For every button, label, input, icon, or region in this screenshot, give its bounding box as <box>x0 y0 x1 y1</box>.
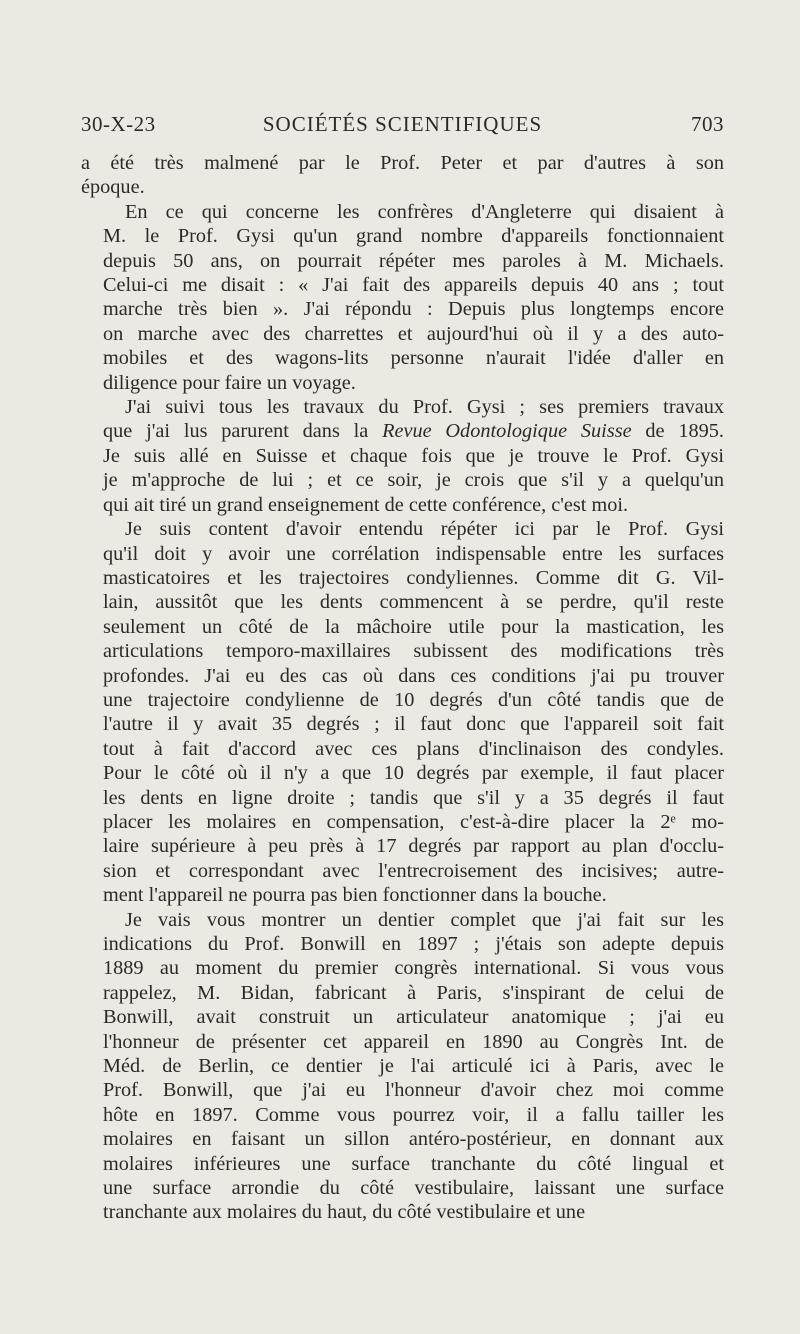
text-line: tranchante aux molaires du haut, du côté vestibulaire et une <box>103 1201 586 1224</box>
text-line: l'honneur de présenter cet appareil en 1890 au Congrès Int. de <box>103 1030 724 1053</box>
text-line: En ce qui concerne les confrères d'Angleterre qui disaient à <box>125 200 724 223</box>
text-fragment: que j'ai lus parurent dans la <box>103 420 383 443</box>
paragraph <box>81 517 724 908</box>
paragraph <box>81 151 724 200</box>
text-line: profondes. J'ai eu des cas où dans ces conditions j'ai pu trouver <box>103 664 724 687</box>
text-fragment: qui ait tiré un grand enseignement de cette conférence, c'est moi. <box>103 493 629 516</box>
text-line: Méd. de Berlin, ce dentier je l'ai articulé ici à Paris, avec le <box>103 1055 724 1078</box>
text-line <box>81 444 724 468</box>
text-line: diligence pour faire un voyage. <box>103 371 356 394</box>
text-line: molaires en faisant un sillon antéro-postérieur, en donnant aux <box>103 1128 724 1151</box>
text-line: Bonwill, avait construit un articulateur anatomique ; j'ai eu <box>103 1006 724 1029</box>
text-line: depuis 50 ans, on pourrait répéter mes paroles à M. Michaels. <box>103 249 724 272</box>
text-line <box>81 493 724 517</box>
text-line: M. le Prof. Gysi qu'un grand nombre d'appareils fonctionnaient <box>103 225 724 248</box>
text-line: mobiles et des wagons-lits personne n'aurait l'idée d'aller en <box>103 347 724 370</box>
body-text <box>81 151 724 1225</box>
text-line: l'autre il y avait 35 degrés ; il faut donc que l'appareil soit fait <box>103 713 724 736</box>
text-line: ment l'appareil ne pourra pas bien fonctionner dans la bouche. <box>103 884 607 907</box>
paragraph <box>81 395 724 517</box>
text-line: sion et correspondant avec l'entrecroisement des incisives; autre- <box>103 859 724 882</box>
text-line: a été très malmené par le Prof. Peter et par d'autres à son <box>81 152 724 174</box>
text-fragment: de 1895. <box>631 420 724 443</box>
journal-title: Revue Odontologique Suisse <box>382 420 632 443</box>
text-line: placer les molaires en compensation, c'est-à-dire placer la 2ᵉ mo- <box>103 810 724 833</box>
header-date: 30-X-23 <box>81 112 156 136</box>
header-title: SOCIÉTÉS SCIENTIFIQUES <box>262 112 543 136</box>
text-fragment: je m'approche de lui ; et ce soir, je crois que s'il y a quelqu'un <box>103 469 724 492</box>
text-line: une surface arrondie du côté vestibulaire, laissant une surface <box>103 1177 724 1200</box>
page-number: 703 <box>691 112 724 136</box>
text-line: molaires inférieures une surface tranchante du côté lingual et <box>103 1152 724 1175</box>
text-line: laire supérieure à peu près à 17 degrés par rapport au plan d'occlu- <box>103 835 724 858</box>
text-line: Pour le côté où il n'y a que 10 degrés par exemple, il faut placer <box>103 762 724 785</box>
text-line: on marche avec des charrettes et aujourd'hui où il y a des auto- <box>103 322 724 345</box>
running-head <box>81 112 724 142</box>
text-line <box>81 395 724 419</box>
text-line: hôte en 1897. Comme vous pourrez voir, il a fallu tailler les <box>103 1103 724 1126</box>
text-fragment: J'ai suivi tous les travaux du Prof. Gysi ; ses premiers travaux <box>125 396 724 419</box>
text-line: tout à fait d'accord avec ces plans d'inclinaison des condyles. <box>103 737 724 760</box>
text-line: Je vais vous montrer un dentier complet que j'ai fait sur les <box>125 908 724 931</box>
text-line: une trajectoire condylienne de 10 degrés d'un côté tandis que de <box>103 688 724 711</box>
text-line: lain, aussitôt que les dents commencent à se perdre, qu'il reste <box>103 591 724 614</box>
text-line: indications du Prof. Bonwill en 1897 ; j'étais son adepte depuis <box>103 933 724 955</box>
text-line: les dents en ligne droite ; tandis que s'il y a 35 degrés il faut <box>103 786 724 809</box>
text-line: Prof. Bonwill, que j'ai eu l'honneur d'avoir chez moi comme <box>103 1079 724 1102</box>
text-line: masticatoires et les trajectoires condyliennes. Comme dit G. Vil- <box>103 566 724 589</box>
text-line: seulement un côté de la mâchoire utile pour la mastication, les <box>103 615 724 638</box>
text-line: époque. <box>81 176 145 199</box>
paragraph <box>81 908 724 1225</box>
text-line: Celui-ci me disait : « J'ai fait des appareils depuis 40 ans ; tout <box>103 274 724 297</box>
text-line: rappelez, M. Bidan, fabricant à Paris, s'inspirant de celui de <box>103 981 724 1004</box>
text-line: marche très bien ». J'ai répondu : Depuis plus longtemps encore <box>103 298 724 321</box>
paragraph <box>81 200 724 395</box>
text-line: 1889 au moment du premier congrès international. Si vous vous <box>103 957 724 980</box>
text-line <box>81 468 724 492</box>
text-line: qu'il doit y avoir une corrélation indispensable entre les surfaces <box>103 542 724 565</box>
text-fragment: Je suis allé en Suisse et chaque fois que je trouve le Prof. Gysi <box>103 444 724 467</box>
text-line: articulations temporo-maxillaires subissent des modifications très <box>103 640 724 663</box>
text-line <box>81 419 724 443</box>
text-line: Je suis content d'avoir entendu répéter ici par le Prof. Gysi <box>125 518 724 541</box>
